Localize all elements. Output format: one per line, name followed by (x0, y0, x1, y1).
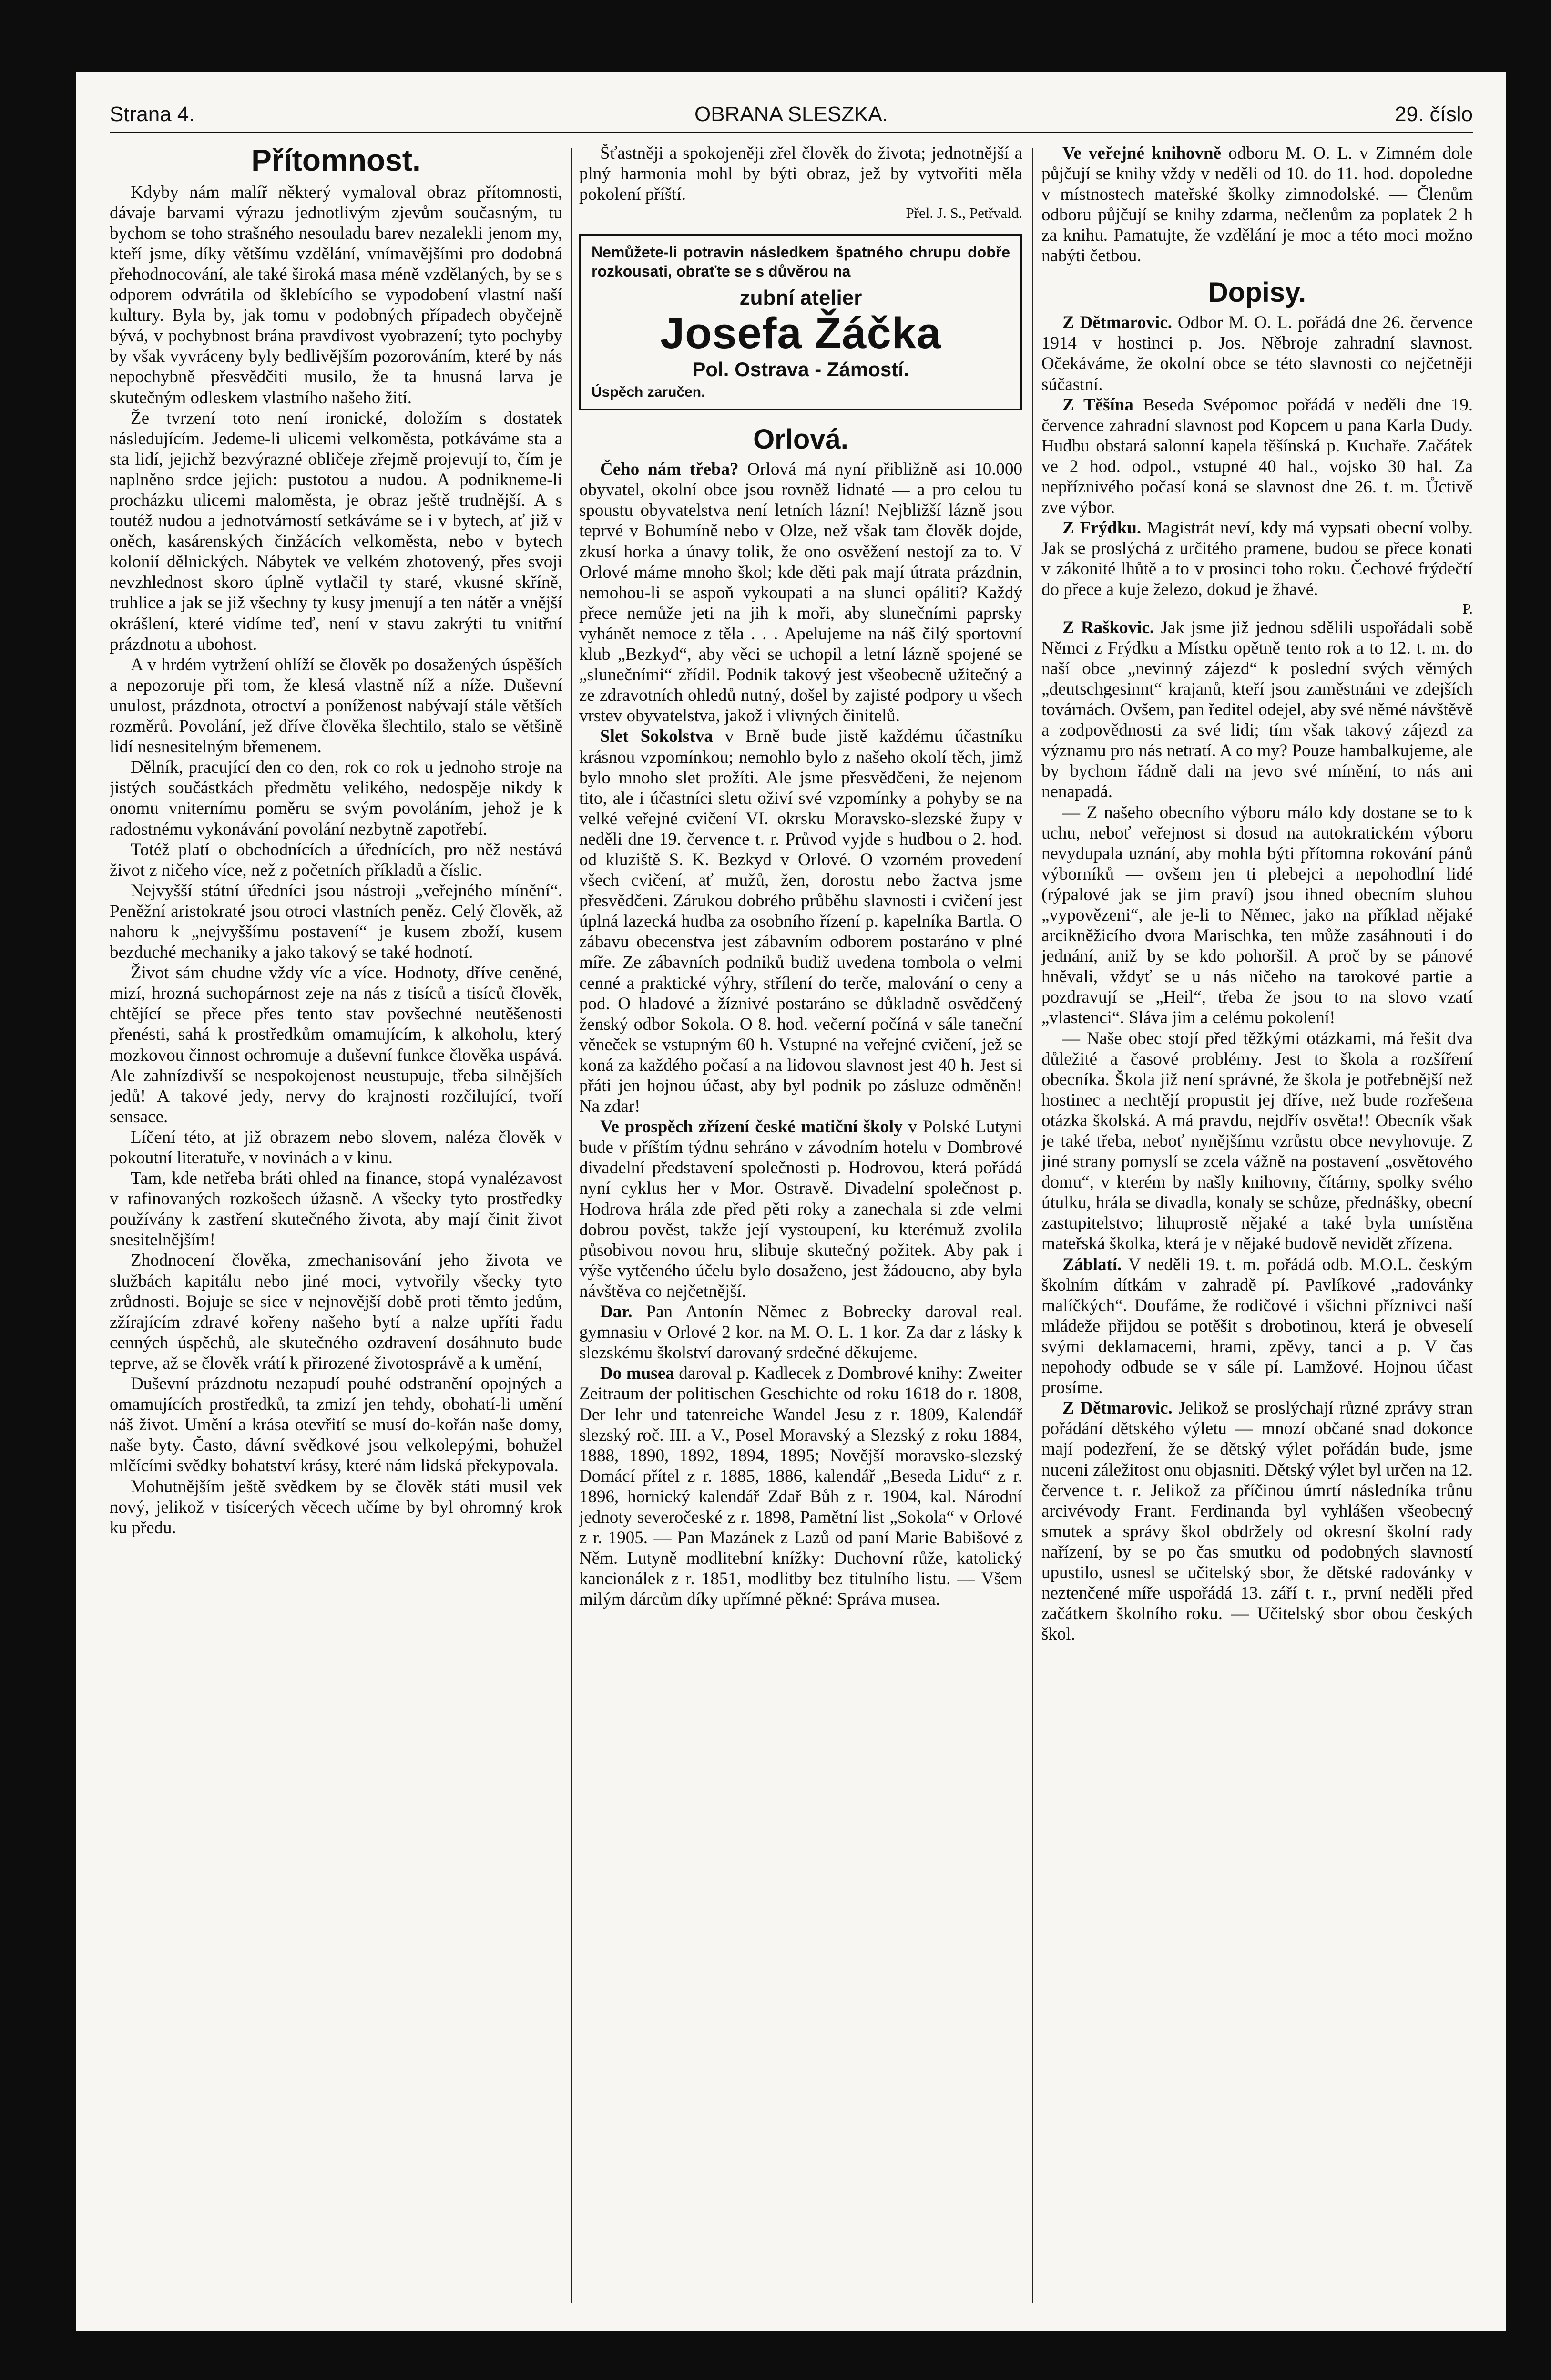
letter-item-text: V neděli 19. t. m. pořádá odb. M.O.L. českým školním dítkám v zahradě pí. Pavlíkové „radovánky malíčkých“. Doufáme, že rodičové i všichni příznivci naší mládeže přijdou se potěšit s drobotinou, která je obveselí svými deklamacemi, hrami, zpěvy, tanci a p. V čas nepohody odbude se v sále pí. Lamžové. Hojnou účast prosíme. (1041, 1254, 1473, 1398)
letter-item (1041, 395, 1473, 518)
letter-item-title: Z Dětmarovic. (1062, 1398, 1173, 1418)
news-item (579, 726, 1022, 1117)
article-paragraph: Život sám chudne vždy víc a více. Hodnoty, dříve ceněné, mizí, hrozná suchopárnost zeje na nás z tisíců a tisíců člověk, chtějící se přece přes tento stav povšechné neutěšenosti přenésti, sahá k prostředkům omamujícím, k alkoholu, který mozkovou činnost ochromuje a duševní funkce člověka uspává. Ale zahnízdivší se nespokojenost neustupuje, třeba silnějších jedů! A takové jedy, nervy do krajnosti rozčilující, tvoří sensace. (110, 963, 562, 1127)
masthead (110, 100, 1473, 129)
article-paragraph: Duševní prázdnotu nezapudí pouhé odstranění opojných a omamujících prostředků, ta zmizí jen tehdy, obohatí-li umění náš život. Umění a krása otevřití se musí do-kořán naše domy, naše byty. Často, dávní svědkové jsou velkolepými, bohužel mlčícími svědky bohatství krásy, které nám lidská překypovala. (110, 1374, 562, 1476)
article-paragraph: A v hrdém vytržení ohlíží se člověk po dosažených úspěších a nepozoruje při tom, že klesá vlastně níž a níže. Duševní unulost, prázdnota, otroctví a poníženost nabývají stále větších rozměrů. Povolání, jež dříve člověka šlechtilo, stalo se většině lidí nesnesitelným břemenem. (110, 655, 562, 757)
library-notice-text: odboru M. O. L. v Zimném dole půjčují se knihy vždy v neděli od 10. do 11. hod. dopoledne v místnostech mateřské školky zimnodolské. — Členům odboru půjčují se knihy zdarma, nečlenům za poplatek 2 h za knihu. Pamatujte, že vzdělání je moc a této moci možno nabýti četbou. (1041, 144, 1473, 266)
article-paragraph: Že tvrzení toto není ironické, doložím s dostatek následujícím. Jedeme-li ulicemi velkoměsta, potkáváme sta a sta lidí, jejichž bezvýrazné obličeje zřejmě projevují to, čím je naplněno srdce jejich: pustotou a nudou. A podnikneme-li procházku ulicemi maloměsta, je obraz ještě trudnější. A s toutéž nudou a jednotvárností setkáváme se i v bytech, ať již v oněch, kasárenských činžácích velkoměsta, nebo v bytech kolonií dělnických. Nábytek ve velkém zhotovený, přes svoji nevzhlednost skoro úplně vytlačil ty staré, vkusné skříně, truhlice a jak se již všechny ty kusy jmenují a ten nátěr a vnější okrášlení, které vidíme teď, není v stavu zakrýti tu vnitřní prázdnotu a ubohost. (110, 408, 562, 654)
ad-name: Josefa Žáčka (660, 308, 941, 358)
column-right (1041, 143, 1473, 2317)
article-paragraph: Kdyby nám malíř některý vymaloval obraz přítomnosti, dávaje barvami výrazu jednotlivým zjevům současným, tu bychom se toho strašného nesouladu barev nezalekli jenom my, kteří jsme, díky většímu vzdělání, vnímavějšími pro dodobná přehodnocování, ale také široká masa méně vzdělaných, by se s odporem odvrátila od šklebícího se vypodobení vlastní naší kultury. Byla by, jak tomu v podobných případech obyčejně bývá, v pochybnost brána pravdivost vyobrazení; tyto pochyby by však vyvráceny byly bedlivějším pozorováním, které by nás nepochybně přesvědčiti musilo, že ta hnusná larva je skutečným odleskem vlastního našeho žití. (110, 182, 562, 408)
article-paragraph: Tam, kde netřeba bráti ohled na finance, stopá vynalézavost v rafinovaných rozkošech úžasně. A všecky tyto prostředky používány k zastření skutečného života, aby mají činit život snesitelnějším! (110, 1169, 562, 1250)
article-heading: Přítomnost. (251, 143, 421, 177)
news-item-title: Ve prospěch zřízení české matiční školy (600, 1117, 903, 1137)
letter-item (1041, 617, 1473, 802)
article-paragraph: Mohutnějším ještě svědkem by se člověk státi musil vek nový, jelikož v tisícerých věcech učíme by byl ohromný krok ku předu. (110, 1477, 562, 1538)
column-middle (579, 143, 1022, 2317)
letter-item-title: Z Těšína (1062, 395, 1133, 415)
letter-item (1041, 518, 1473, 600)
ad-address: Pol. Ostrava - Zámostí. (692, 358, 909, 380)
letter-item-text: Jak jsme již jednou sdělili uspořádali sobě Němci z Frýdku a Místku opětně tento rok a to 12. t. m. do naší obce „nevinný zájezd“ k poslední svých věrných „deutschgesinnt“ krajanů, kteří jsou zaměstnáni ve zdejších továrnách. Ovšem, pan ředitel odejel, aby své němé návštěvě a zodpovědnosti za své lidi; tím však takový zájezd za významu pro nás netratí. A co my? Pouze hambalkujeme, ale by bychom řádně dali na jevo své mínění, to nás ani nenapadá. (1041, 617, 1473, 802)
letter-item-title: Z Frýdku. (1062, 518, 1142, 538)
letter-item-title: Z Raškovic. (1062, 617, 1154, 637)
masthead-rule (110, 132, 1473, 133)
letter-item-title: Z Dětmarovic. (1062, 313, 1173, 333)
letter-item-text: Jelikož se proslýchají různé zprávy stran pořádání dětského výletu — mnozí občané snad dokonce mají podezření, že se dětský výlet pořádán bude, jsme nuceni záležitost onu objasniti. Dětský výlet byl určen na 12. července t. r. Jelikož za příčinou úmrtí následníka trůnu arcivévody Frant. Ferdinanda byl vyhlášen všeobecný smutek a správy škol obdržely od okresní školní rady nařízení, by se po čas smutku od podobných slavností upustilo, usnesl se učitelský sbor, že dětské radovánky v neztenčené míře uspořádá 13. září t. r., první neděli před začátkem školního roku. — Učitelský sbor obou českých škol. (1041, 1398, 1473, 1644)
news-item-text: v Polské Lutyni bude v příštím týdnu sehráno v závodním hotelu v Dombrové divadelní představení společnosti p. Hodrovou, která pořádá nyní cyklus her v Mor. Ostravě. Divadelní společnost p. Hodrova hrála zde před pěti roky a zanechala si zde velmi dobrou pověst, takže její vystoupení, ku kterémuž zvolila působivou novou hru, slibuje skutečný požitek. Aby pak i výše vytčeného účelu bylo dosaženo, jest žádoucno, aby byla návštěva co nejčetnější. (579, 1117, 1022, 1301)
news-item-text: daroval p. Kadlecek z Dombrové knihy: Zweiter Zeitraum der politischen Geschichte od roku 1618 do r. 1808, Der lehr und tatenreiche Wandel Jesu z r. 1809, Kalendář slezský roč. III. a V., Posel Moravský a Slezský z roku 1884, 1888, 1890, 1892, 1894, 1895; Novější moravsko-slezský Domácí přítel z r. 1885, 1886, kalendář „Beseda Lidu“ z r. 1896, hornický kalendář Zdař Bůh z r. 1904, kal. Národní jednoty severočeské z r. 1898, Pamětní list „Sokola“ v Orlové z r. 1905. — Pan Mazánek z Lazů od paní Marie Babišové z Něm. Lutyně modlitební knížky: Duchovní růže, katolický kancionálek z r. 1851, modlitby bez titulního listu. — Všem milým dárcům díky upřímné pěkné: Správa musea. (579, 1364, 1022, 1610)
issue-number: 29. číslo (1395, 103, 1473, 126)
library-notice (1041, 143, 1473, 267)
article-continuation: Šťastněji a spokojeněji zřel člověk do života; jednotnější a plný harmonia mohl by býti obraz, jež by vytvořiti měla pokolení příští. (579, 144, 1022, 205)
letter-item (1041, 1028, 1473, 1254)
letter-signature: P. (1462, 600, 1473, 617)
newspaper-page (76, 72, 1506, 2331)
news-item-title: Do musea (600, 1364, 674, 1384)
newspaper-title: OBRANA SLESZKA. (694, 103, 888, 126)
article-paragraph: Zhodnocení člověka, zmechanisování jeho života ve službách kapitálu nebo jiné moci, vytvořily všecky tyto zrůdnosti. Bojuje se sice v nejnovější době proti těmto jedům, zžírajícím zdravé kořeny našeho bytí a nalze upříti řadu cenných úspěchů, ale skutečného ozdravení dosáhnuto bude teprve, až se člověk vrátí k přirozené životosprávě a k umění, (110, 1251, 562, 1373)
ad-atelier: zubní atelier (739, 286, 862, 310)
letter-item (1041, 802, 1473, 1028)
news-item-title: Dar. (600, 1302, 633, 1322)
article-paragraph: Totéž platí o obchodnících a úřednících, pro něž nestává život z ničeho více, než z početních příkladů a číslic. (110, 840, 562, 880)
letter-item-title: Záblatí. (1062, 1254, 1122, 1274)
news-item (579, 459, 1022, 726)
dentist-advertisement (579, 234, 1022, 410)
letter-item (1041, 312, 1473, 394)
news-item-text: v Brně bude jistě každému účastníku krásnou vzpomínkou; nemohlo bylo z našeho okolí těch, jimž bylo mnoho slet prožíti. Ale jsme přesvědčeni, že nejenom tito, ale i účastníci sletu oživí své vzpomínky a pohyby se na velké veřejné cvičení VI. okrsku Moravsko-slezské župy v neděli dne 19. července t. r. Průvod vyjde s hudbou o 2. hod. od kluziště S. K. Bezkyd v Orlové. O vzorném provedení všech cvičení, ať mužů, žen, dorostu nebo žactva jsme přesvědčeni. Zárukou dobrého průběhu slavnosti i cvičení jest úplná lazecká hudba za osobního řízení p. kapelníka Bartla. O zábavu obecenstva jest zábavním odborem postaráno v plné míře. Ze zábavních podniků budiž uvedena tombola o velmi cenné a praktické výhry, střílení do terče, malování o ceny a pod. O hladové a žíznivé postaráno se důkladně osvědčený ženský odbor Sokola. O 8. hod. večerní počíná v sále taneční věneček se vstupným 60 h. Vstupné na veřejné cvičení, jež se koná za každého počasí a na lidovou slavnost jest 40 h. Jest si přáti jen hojnou účast, aby byl podnik po zásluze odměněn! Na zdar! (579, 727, 1022, 1117)
article-paragraph: Nejvyšší státní úředníci jsou nástroji „veřejného mínění“. Peněžní aristokraté jsou otroci vlastních peněz. Celý člověk, až nahoru k „nejvyššímu postavení“ je kusem zboží, kusem bezduché mechaniky a jako takový se také hodnotí. (110, 881, 562, 963)
section-heading: Orlová. (753, 423, 848, 455)
news-item (579, 1363, 1022, 1610)
ad-guarantee: Úspěch zaručen. (592, 384, 705, 400)
ad-intro: Nemůžete-li potravin následkem špatného chrupu dobře rozkousati, obraťte se s důvěrou na (592, 244, 1010, 280)
news-item-text: Orlová má nyní přibližně asi 10.000 obyvatel, okolní obce jsou rovněž lidnaté — a pro celou tu spoustu obyvatelstva není letních lázní! Nejbližší lázně jsou teprvé v Bohumíně nebo v Olze, než však tam člověk dojde, zkusí horka a únavy tolik, že ono osvěžení nestojí za to. V Orlové máme mnoho škol; kde děti pak mají útrata prázdnin, nemohou-li se aspoň vykoupati a na slunci opáliti? Každý přece nemůže jeti na jih k moři, aby slunečními paprsky vyhánět nemoce z těla . . . Apelujeme na náš čilý sportovní klub „Bezkyd“, aby věci se uchopil a letní lázně spojené se „slunečními“ zřídil. Podnik takový jest všeobecně užitečný a ze zdravotních ohledů nutný, došel by zajisté podpory u všech vrstev obyvatelstva, jakož i vlivných činitelů. (579, 460, 1022, 726)
page-number: Strana 4. (110, 103, 195, 126)
article-body (110, 182, 562, 1538)
letter-item-text: — Naše obec stojí před těžkými otázkami, má řešit dva důležité a časové problémy. Jest to škola a rozšíření obecníka. Škola již není správné, že škola je potřebnější než hostinec a nechtějí propustit jej dříve, než bude rozřešena otázka školská. A má pravdu, nejdřív osvěta!! Obecník však je také třeba, neboť nynějšímu vzrůstu obce nevyhovuje. Z jiné strany pomyslí se zcela vážně na postavení „osvětového domu“, v kterém by našly knihovny, čítárny, spolky svého útulku, hrála se divadla, konaly se schůze, přednášky, obecní zastupitelstvo; lihuprostě nějaké a také byla umístěna mateřská školka, která je v nějaké budově nevidět zřízena. (1041, 1028, 1473, 1254)
news-item-text: Pan Antonín Němec z Bobrecky daroval real. gymnasiu v Orlové 2 kor. na M. O. L. 1 kor. Za dar z lásky k slezskému školství darovaný srdečné děkujeme. (579, 1302, 1022, 1363)
news-item (579, 1302, 1022, 1363)
letter-item-text: Beseda Svépomoc pořádá v neděli dne 19. července zahradní slavnost pod Kopcem u pana Karla Dudy. Hudbu obstará salonní kapela těšínská p. Kuchaře. Začátek ve 2 hod. odpol., vstupné 40 hal., vojsko 30 hal. Za nepříznivého počasí koná se slavnost dne 26. t. m. Ůctivě zve výbor. (1041, 395, 1473, 518)
letter-item-text: Magistrát neví, kdy má vypsati obecní volby. Jak se proslýchá z určitého pramene, budou se přece konati v zákonité lhůtě a to v prosinci toho roku. Čechové frýdečtí do přece a kuje železo, dokud je žhavé. (1041, 518, 1473, 600)
article-paragraph: Dělník, pracující den co den, rok co rok u jednoho stroje na jistých součástkách předmětu velikého, nedospěje nikdy k onomu vniternímu poměru se svým povoláním, jehož je k radostnému vykonávání povolání nezbytně zapotřebí. (110, 758, 562, 839)
column-divider (571, 148, 572, 2303)
letter-item-text: Odbor M. O. L. pořádá dne 26. července 1914 v hostinci p. Jos. Něbroje zahradní slavnost. Očekáváme, že okolní obce se této slavnosti co nejčetněji súčastní. (1041, 313, 1473, 394)
library-notice-title: Ve veřejné knihovně (1062, 144, 1222, 163)
news-item (579, 1117, 1022, 1302)
letter-item (1041, 1254, 1473, 1398)
translator-signature: Přel. J. S., Petřvald. (906, 205, 1022, 222)
spacer (1041, 267, 1473, 277)
column-divider (1032, 148, 1033, 2303)
letter-item-text: — Z našeho obecního výboru málo kdy dostane se to k uchu, neboť veřejnost si dosud na autokratickém výboru nevydupala uznání, aby mohla býti přítomna rokování pánů výborníků — ovšem jen ti plebejci a nepohodlní lidé (rýpalové jak se jim praví) jsou ihned obecním sluhou „vypovězeni“, ale je-li to Němec, jako na příklad nějaké arcikněžicího dvora Marischka, ten může zasáhnouti i do jednání, aniž by se kdo pohoršil. A proč by se pánové hněvali, vždyť se u nás ničeho na tarokové partie a pozdravují se „Heil“, třeba že jsou to na slovo vzatí „vlastenci“. Sláva jim a celému pokolení! (1041, 802, 1473, 1028)
article-paragraph: Líčení této, at již obrazem nebo slovem, naléza člověk v pokoutní literatuře, v novinách a v kinu. (110, 1127, 562, 1168)
news-item-title: Slet Sokolstva (600, 727, 713, 747)
column-left (110, 143, 562, 2317)
news-item-title: Čeho nám třeba? (600, 460, 739, 480)
section-heading: Dopisy. (1208, 277, 1306, 308)
letter-item (1041, 1398, 1473, 1644)
